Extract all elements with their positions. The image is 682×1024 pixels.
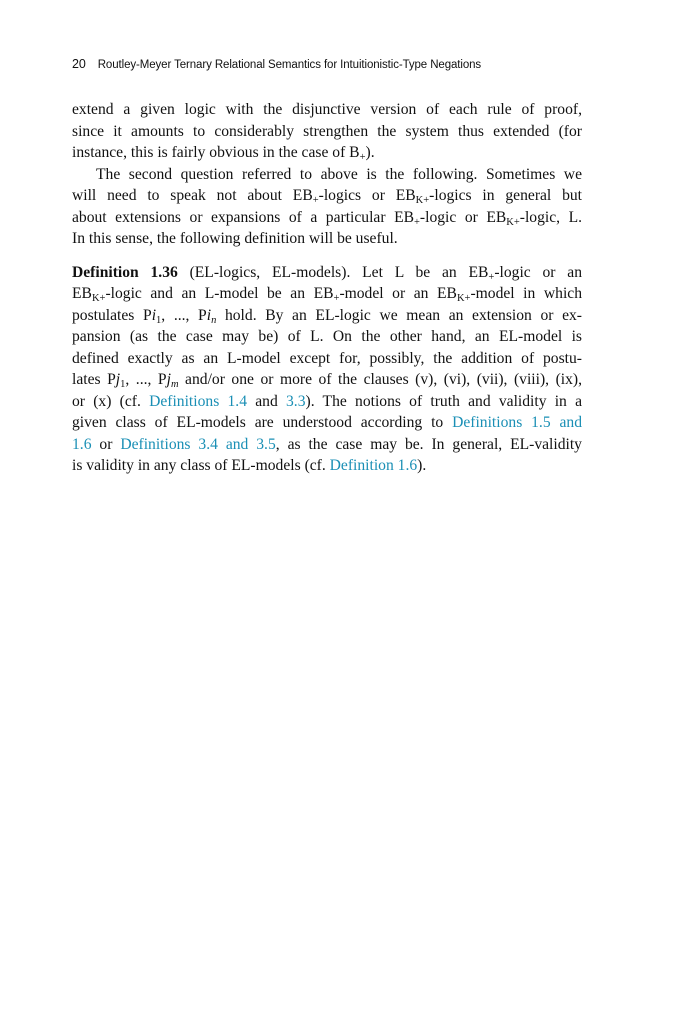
text-line: In this sense, the following definition will be useful. <box>72 230 398 247</box>
link-definitions-3-4-and-3-5[interactable]: Definitions 3.4 and 3.5 <box>120 435 276 453</box>
definition-line: postulates $Pi_1$, ..., $Pi_n$ hold. By an EL-logic we mean an extension or ex- <box>72 306 582 326</box>
link-definitions-1-5-and-1-6-cont[interactable]: 1.6 <box>72 435 92 453</box>
definition-line: 1.6 or Definitions 3.4 and 3.5, as the case may be. In general, EL-validity <box>72 435 582 453</box>
page-number: 20 <box>72 57 86 71</box>
running-header <box>72 57 481 73</box>
text-line: The second question referred to above is the following. Sometimes we <box>96 165 582 183</box>
link-definition-3-3[interactable]: 3.3 <box>286 392 306 410</box>
text-line: about extensions or expansions of a particular $EB_+$-logic or $EB_{K+}$-logic, L. <box>72 208 582 228</box>
text-line: will need to speak not about $EB_+$-logics or $EB_{K+}$-logics in general but <box>72 187 583 206</box>
link-definition-1-6[interactable]: Definition 1.6 <box>329 457 418 474</box>
definition-label: Definition 1.36 <box>72 263 178 281</box>
definition-line: given class of EL-models are understood according to Definitions 1.5 and <box>72 414 582 431</box>
definition-line: Definition 1.36 (EL-logics, EL-models). Let L be an $EB_+$-logic or an <box>72 263 582 283</box>
text-line: extend a given logic with the disjunctive version of each rule of proof, <box>72 101 582 118</box>
body-text <box>72 99 582 477</box>
link-definitions-1-5-and-1-6[interactable]: Definitions 1.5 and <box>452 414 582 431</box>
definition-line: $EB_{K+}$-logic and an L-model be an $EB_+$-model or an $EB_{K+}$-model in which <box>72 285 582 304</box>
definition-line: is validity in any class of EL-models (cf. Definition 1.6). <box>72 457 427 474</box>
text-line: instance, this is fairly obvious in the case of $B_+$). <box>72 144 375 163</box>
definition-line: or (x) (cf. Definitions 1.4 and 3.3). The notions of truth and validity in a <box>72 392 583 410</box>
definition-line: lates $Pj_1$, ..., $Pj_m$ and/or one or more of the clauses (v), (vi), (vii), (viii), (ix), <box>72 371 582 390</box>
link-definitions-1-4[interactable]: Definitions 1.4 <box>149 392 247 410</box>
running-title: Routley-Meyer Ternary Relational Semantics for Intuitionistic-Type Negations <box>97 59 482 71</box>
definition-line: pansion (as the case may be) of L. On the other hand, an EL-model is <box>72 328 582 345</box>
text-line: since it amounts to considerably strengthen the system thus extended (for <box>72 122 582 140</box>
definition-line: defined exactly as an L-model except for, possibly, the addition of postu- <box>72 349 582 367</box>
